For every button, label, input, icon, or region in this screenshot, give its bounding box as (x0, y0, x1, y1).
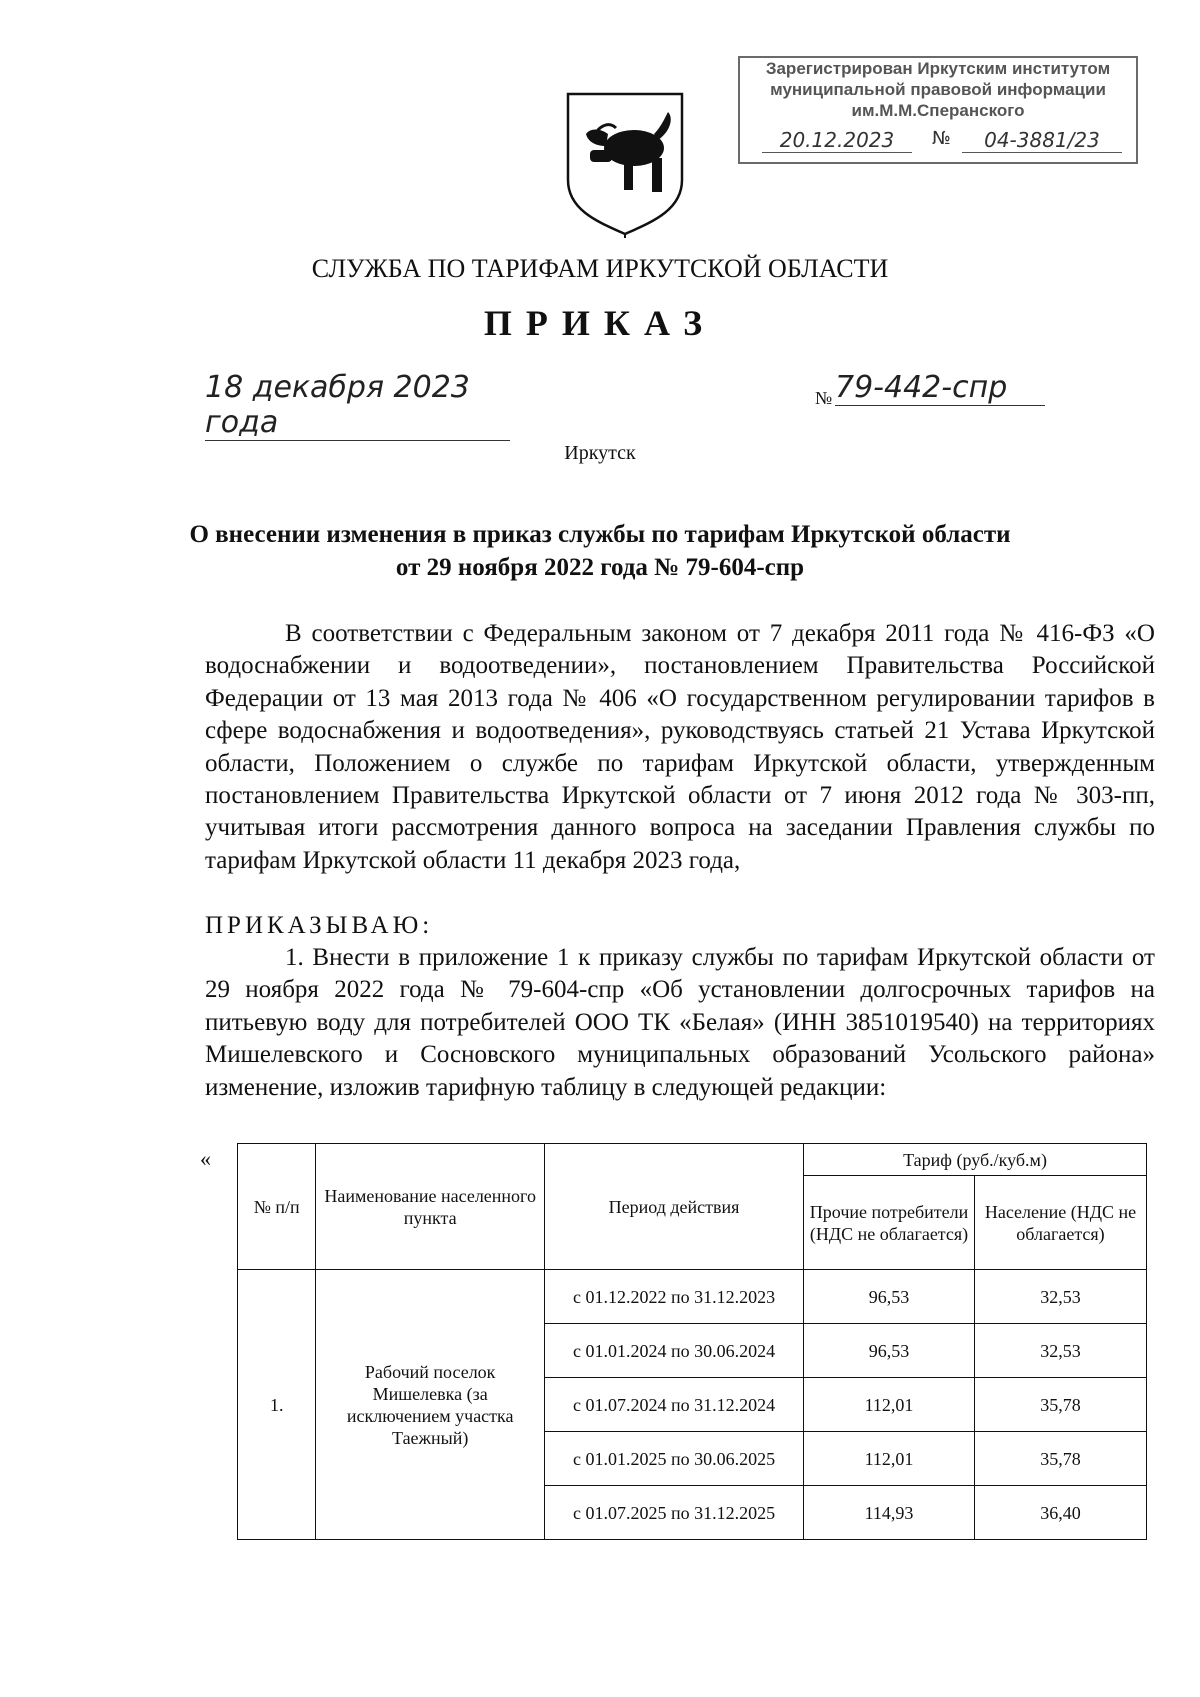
cell-population: 35,78 (974, 1432, 1146, 1486)
cell-period: с 01.12.2022 по 31.12.2023 (544, 1270, 803, 1324)
city: Иркутск (564, 442, 636, 464)
document-title (0, 518, 1200, 584)
order-number-sign: № (815, 388, 833, 408)
item-1-paragraph: 1. Внести в приложение 1 к приказу службы по тарифам Иркутской области от 29 ноября 2022 года № 79-604-спр «Об установлении долгосрочных тарифов на питьевую воду для потребителей ООО ТК «Белая» (ИНН 3851019540) на территориях Мишелевского и Сосновского муниципальных образований Усольского района» изменение, изложив тарифную таблицу в следующей редакции: (205, 944, 1155, 1101)
document-type: ПРИКАЗ (483, 303, 717, 343)
stamp-number: 04-3881/23 (962, 128, 1122, 153)
open-quote: « (200, 1146, 211, 1171)
preamble-paragraph: В соответствии с Федеральным законом от 7 декабря 2011 года № 416-ФЗ «О водоснабжении и водоотведении», постановлением Правительства Российской Федерации от 13 мая 2013 года № 406 «О государственном регулировании тарифов в сфере водоснабжения и водоотведения», руководствуясь статьей 21 Устава Иркутской области, Положением о службе по тарифам Иркутской области, утвержденным постановлением Правительства Иркутской области от 7 июня 2012 года № 303-пп, учитывая итоги рассмотрения данного вопроса на заседании Правления службы по тарифам Иркутской области 11 декабря 2023 года, (205, 620, 1155, 874)
cell-other: 96,53 (804, 1324, 975, 1378)
table-header-row (238, 1144, 1147, 1176)
cell-other: 96,53 (804, 1270, 975, 1324)
cell-other: 112,01 (804, 1432, 975, 1486)
header-num: № п/п (238, 1144, 316, 1270)
header-tariff: Тариф (руб./куб.м) (804, 1144, 1147, 1176)
stamp-line-2: муниципальной правовой информации (770, 80, 1106, 99)
stamp-date: 20.12.2023 (762, 128, 912, 153)
cell-population: 35,78 (974, 1378, 1146, 1432)
header-population: Население (НДС не облагается) (974, 1176, 1146, 1270)
coat-of-arms-icon (560, 88, 690, 240)
cell-period: с 01.07.2025 по 31.12.2025 (544, 1486, 803, 1540)
table-row (238, 1270, 1147, 1324)
cell-other: 112,01 (804, 1378, 975, 1432)
cell-period: с 01.01.2024 по 30.06.2024 (544, 1324, 803, 1378)
row-num: 1. (238, 1270, 316, 1540)
registration-stamp (738, 56, 1138, 164)
title-line-2: от 29 ноября 2022 года № 79-604-спр (395, 554, 805, 581)
order-word: ПРИКАЗЫВАЮ: (205, 912, 434, 939)
cell-population: 32,53 (974, 1324, 1146, 1378)
order-date: 18 декабря 2023 года (205, 370, 510, 441)
agency-name: СЛУЖБА ПО ТАРИФАМ ИРКУТСКОЙ ОБЛАСТИ (311, 254, 889, 283)
header-name: Наименование населенного пункта (316, 1144, 545, 1270)
row-settlement: Рабочий поселок Мишелевка (за исключением участка Таежный) (316, 1270, 545, 1540)
order-number: 79-442-спр (835, 370, 1045, 406)
cell-period: с 01.07.2024 по 31.12.2024 (544, 1378, 803, 1432)
stamp-number-sign: № (932, 128, 951, 149)
cell-period: с 01.01.2025 по 30.06.2025 (544, 1432, 803, 1486)
cell-population: 36,40 (974, 1486, 1146, 1540)
stamp-line-1: Зарегистрирован Иркутским институтом (765, 59, 1111, 78)
tariff-table (237, 1143, 1147, 1540)
header-other-consumers: Прочие потребители (НДС не облагается) (804, 1176, 975, 1270)
header-period: Период действия (544, 1144, 803, 1270)
cell-other: 114,93 (804, 1486, 975, 1540)
title-line-1: О внесении изменения в приказ службы по тарифам Иркутской области (189, 521, 1011, 548)
stamp-line-3: им.М.М.Сперанского (851, 101, 1025, 120)
cell-population: 32,53 (974, 1270, 1146, 1324)
stamp-registration-row (752, 128, 1124, 154)
